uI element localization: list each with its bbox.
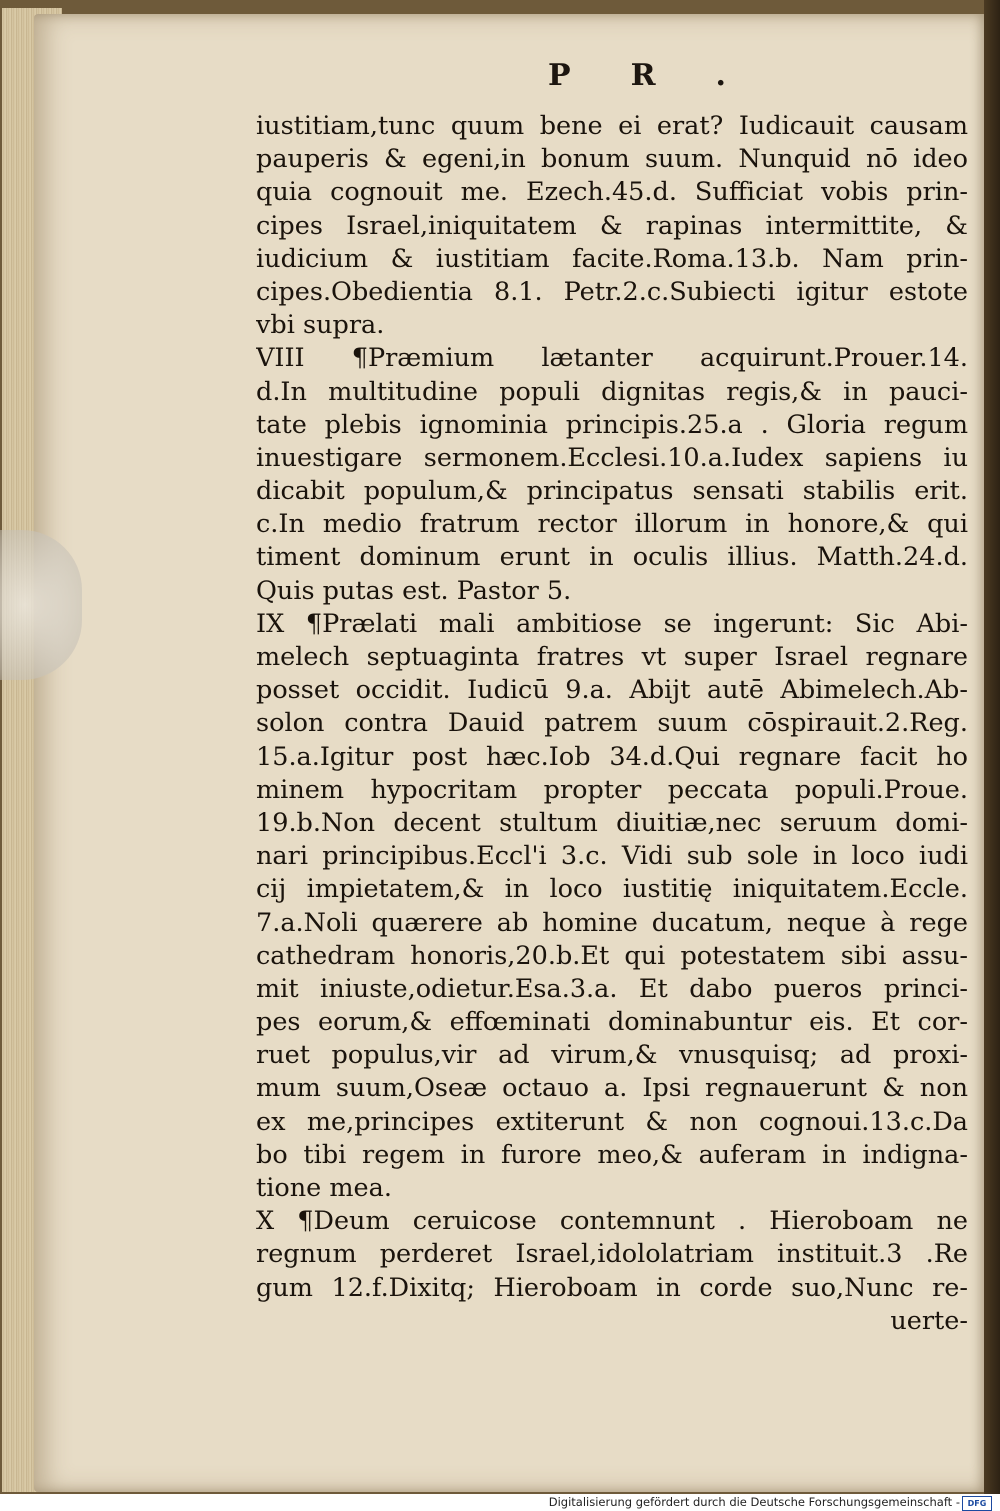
text-line: bo tibi regem in furore meo,& auferam in indigna- [256,1139,968,1170]
page-header [548,58,786,93]
text-line: cipes Israel,iniquitatem & rapinas intermittite, & [256,210,968,241]
funding-credit: Digitalisierung gefördert durch die Deutsche Forschungsgemeinschaft - [548,1495,960,1509]
text-line: c.In medio fratrum rector illorum in honore,& qui [256,509,968,540]
text-line: dicabit populum,& principatus sensati stabilis erit. [256,476,968,507]
text-line: vbi supra. [256,310,385,341]
text-line: cipes.Obedientia 8.1. Petr.2.c.Subiecti igitur estote [256,276,968,307]
text-line: melech septuaginta fratres vt super Israel regnare [256,642,968,672]
section-heading-x: X ¶Deum ceruicose contemnunt . Hieroboam ne [256,1206,968,1237]
text-line: mum suum,Oseæ octauo a. Ipsi regnauerunt & non [256,1073,968,1104]
text-line: cathedram honoris,20.b.Et qui potestatem sibi assu- [256,940,968,971]
text-line: iudicium & iustitiam facite.Roma.13.b. Nam prin- [256,243,968,274]
text-line: pes eorum,& effœminati dominabuntur eis. Et cor- [256,1007,968,1038]
text-line: inuestigare sermonem.Ecclesi.10.a.Iudex sapiens iu [256,442,968,473]
text-line: 19.b.Non decent stultum diuitiæ,nec seruum domi- [256,807,968,838]
section-heading-ix: IX ¶Prælati mali ambitiose se ingerunt: Sic Abi- [256,608,968,639]
text-line: d.In multitudine populi dignitas regis,& in pauci- [256,376,968,407]
text-line: 15.a.Igitur post hæc.Iob 34.d.Qui regnare facit ho [256,741,968,772]
text-line: gum 12.f.Dixitq; Hieroboam in corde suo,Nunc re- [256,1272,968,1303]
text-line: cij impietatem,& in loco iustitię iniquitatem.Eccle. [256,874,968,905]
header-letter-left: P [548,58,631,93]
text-line: iustitiam,tunc quum bene ei erat? Iudicauit causam [256,111,968,141]
text-line: 7.a.Noli quærere ab homine ducatum, neque à rege [256,907,968,938]
text-line: mit iniuste,odietur.Esa.3.a. Et dabo pueros princi- [256,973,968,1004]
text-line: solon contra Dauid patrem suum cōspirauit.2.Reg. [256,708,968,739]
dfg-logo: DFG [962,1496,992,1511]
text-line: timent dominum erunt in oculis illius. Matth.24.d. [256,542,968,573]
text-line: tate plebis ignominia principis.25.a . Gloria regum [256,409,968,440]
body-text [256,110,968,1338]
section-heading-viii: VIII ¶Præmium lætanter acquirunt.Prouer.14. [256,343,968,374]
text-line: ruet populus,vir ad virum,& vnusquisq; ad proxi- [256,1040,968,1071]
text-line: regnum perderet Israel,idololatriam instituit.3 .Re [256,1239,968,1270]
text-line: Quis putas est. Pastor 5. [256,575,572,606]
text-line: nari principibus.Eccl'i 3.c. Vidi sub sole in loco iudi [256,841,968,872]
text-line: posset occidit. Iudicū 9.a. Abijt autē Abimelech.Ab- [256,675,968,706]
text-line: quia cognouit me. Ezech.45.d. Sufficiat vobis prin- [256,177,968,208]
text-line: ex me,principes extiterunt & non cognoui.13.c.Da [256,1106,968,1137]
text-line: tione mea. [256,1173,392,1203]
text-line: minem hypocritam propter peccata populi.Proue. [256,774,968,805]
book-right-edge [984,0,1000,1494]
catchword: uerte- [890,1305,968,1336]
text-line: pauperis & egeni,in bonum suum. Nunquid nō ideo [256,144,968,175]
header-letter-right: R. [630,58,786,93]
